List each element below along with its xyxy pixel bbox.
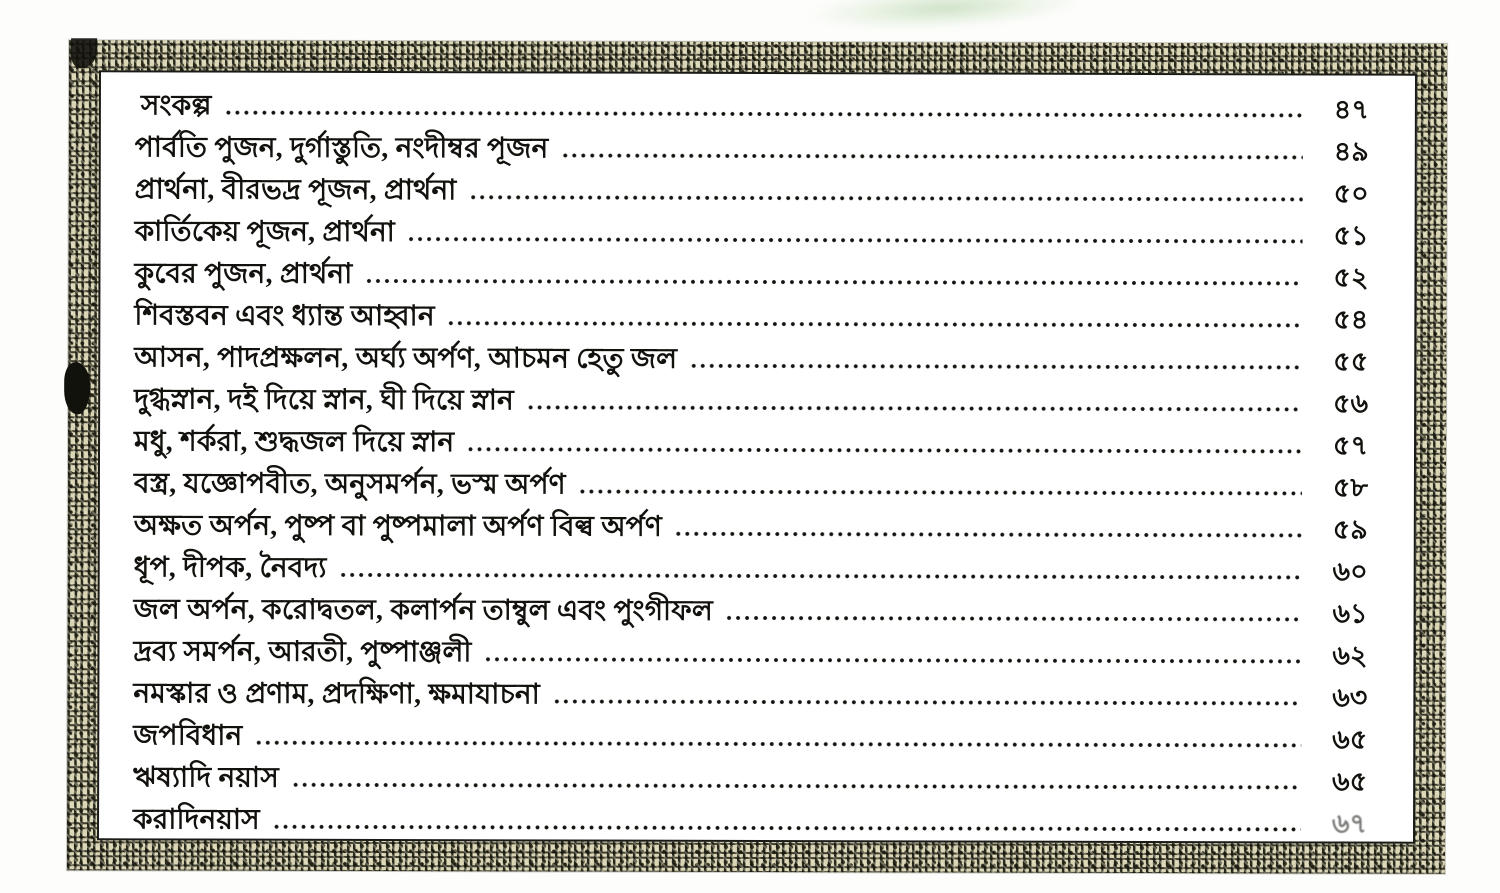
- toc-entry-title: জল অর্পন, করোদ্বতল, কলার্পন তাম্বুল এবং পুংগীফল: [133, 594, 714, 628]
- scanner-smudge: [799, 0, 1091, 38]
- toc-entry-title: জপবিধান: [133, 720, 243, 752]
- toc-entry-title: নমস্কার ও প্রণাম, প্রদক্ষিণা, ক্ষমাযাচনা: [133, 678, 540, 711]
- dot-leader: [466, 446, 1302, 454]
- dot-leader: [272, 824, 1301, 833]
- dot-leader: [552, 698, 1301, 706]
- dot-leader: [447, 320, 1303, 328]
- toc-entry-title: ঋষ্যাদি নয়াস: [133, 762, 279, 794]
- toc-list: [133, 80, 1369, 839]
- dot-leader: [674, 531, 1302, 539]
- ink-blot-corner: [71, 38, 97, 68]
- toc-entry-page-number: ৬৫: [1332, 724, 1368, 755]
- toc-entry-page-number: ৫৭: [1332, 430, 1369, 461]
- toc-entry: [134, 248, 1368, 293]
- dot-leader: [407, 236, 1303, 244]
- toc-entry: [134, 500, 1368, 545]
- toc-entry-title: মধু, শর্করা, শুদ্ধজল দিয়ে স্নান: [133, 426, 455, 459]
- toc-entry-title: করাদিনয়াস: [133, 804, 260, 836]
- toc-entry-title: বস্ত্র, যজ্ঞোপবীত, অনুসমর্পন, ভস্ম অর্পণ: [133, 468, 566, 501]
- toc-entry: [134, 584, 1368, 629]
- toc-entry-page-number: ৬১: [1332, 598, 1368, 629]
- dot-leader: [339, 572, 1302, 581]
- toc-entry-page-number: ৪৭: [1333, 94, 1369, 125]
- toc-entry-page-number: ৫৯: [1332, 514, 1368, 545]
- toc-entry-page-number: ৬০: [1332, 556, 1368, 587]
- toc-entry-page-number: ৫৪: [1333, 304, 1369, 335]
- toc-entry-title: পার্বতি পুজন, দুর্গাস্তুতি, নংদীম্বর পূজন: [134, 132, 549, 165]
- dot-leader: [468, 194, 1302, 202]
- toc-entry-page-number: ৫১: [1333, 220, 1369, 251]
- toc-entry-page-number: ৬৫: [1332, 766, 1368, 797]
- toc-entry-page-number: ৬২: [1332, 640, 1368, 671]
- toc-entry: [134, 458, 1368, 503]
- toc-entry-title: ধূপ, দীপক, নৈবদ্য: [133, 552, 327, 585]
- toc-entry-title: দ্রব্য সমর্পন, আরতী, পুষ্পাঞ্জলী: [133, 636, 472, 669]
- toc-entry-title: কার্তিকেয় পূজন, প্রার্থনা: [134, 216, 396, 249]
- toc-entry-title: অক্ষত অর্পন, পুষ্প বা পুষ্পমালা অর্পণ বিল্ব অর্পণ: [133, 510, 663, 543]
- dot-leader: [689, 363, 1302, 371]
- toc-entry-title: আসন, পাদপ্রক্ষলন, অর্ঘ্য অর্পণ, আচমন হেতু জল: [134, 342, 678, 375]
- ornamental-border-frame: [67, 40, 1447, 874]
- toc-entry: [134, 374, 1368, 419]
- toc-entry-page-number: ৬৩: [1332, 682, 1368, 713]
- toc-entry: [134, 332, 1368, 377]
- toc-entry-page-number: ৫২: [1333, 262, 1369, 293]
- toc-entry: [134, 542, 1368, 587]
- toc-entry: [133, 752, 1367, 797]
- toc-entry-title: প্রার্থনা, বীরভদ্র পূজন, প্রার্থনা: [134, 174, 457, 207]
- toc-entry: [134, 416, 1368, 461]
- page-content-area: [97, 70, 1417, 843]
- toc-entry-page-number: ৫৬: [1333, 388, 1369, 419]
- dot-leader: [725, 615, 1302, 623]
- dot-leader: [578, 489, 1302, 497]
- toc-entry: [133, 668, 1367, 713]
- dot-leader: [254, 740, 1301, 749]
- toc-entry-page-number: ৪৯: [1333, 136, 1369, 167]
- dot-leader: [484, 656, 1302, 664]
- toc-entry: [133, 626, 1367, 671]
- dot-leader: [364, 278, 1302, 286]
- toc-entry: [135, 80, 1369, 125]
- ink-blot: [64, 362, 90, 414]
- toc-entry-page-number: ৫৫: [1333, 346, 1369, 377]
- toc-entry: [133, 710, 1367, 755]
- toc-entry: [135, 164, 1369, 209]
- toc-entry-title: সংকল্প: [140, 90, 212, 122]
- toc-entry: [135, 122, 1369, 167]
- toc-entry: [134, 290, 1368, 335]
- dot-leader: [526, 404, 1302, 412]
- toc-entry: [133, 794, 1367, 839]
- toc-entry-title: শিবস্তবন এবং ধ্যান্ত আহ্বান: [134, 300, 435, 333]
- toc-entry-page-number: ৫৮: [1332, 472, 1368, 503]
- toc-entry-page-number: ৫০: [1333, 178, 1369, 209]
- dot-leader: [224, 110, 1303, 119]
- toc-entry-page-number: ৬৭: [1331, 808, 1368, 839]
- dot-leader: [291, 782, 1301, 791]
- dot-leader: [560, 152, 1302, 160]
- toc-entry: [135, 206, 1369, 251]
- toc-entry-title: দুগ্ধস্নান, দই দিয়ে স্নান, ঘী দিয়ে স্নান: [134, 384, 515, 417]
- toc-entry-title: কুবের পুজন, প্রার্থনা: [134, 258, 353, 291]
